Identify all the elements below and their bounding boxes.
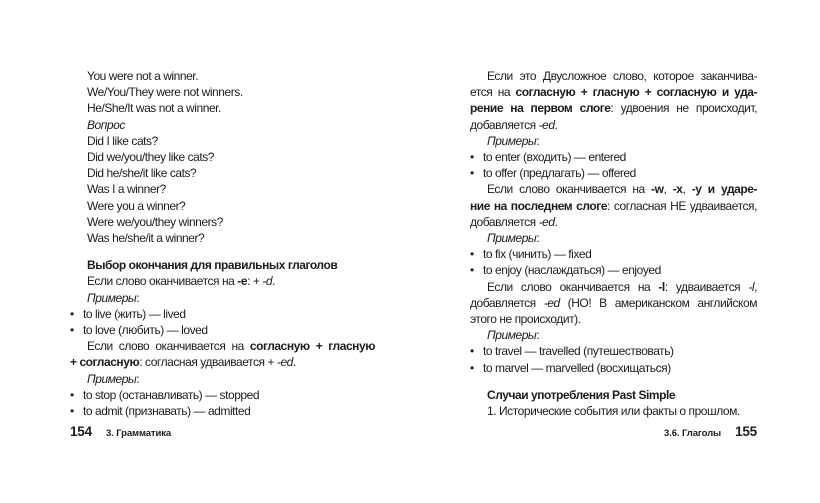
text-run: Если слово оканчивается на bbox=[487, 279, 659, 294]
page-left bbox=[70, 0, 375, 503]
bullet-line bbox=[470, 343, 757, 359]
text-run: : bbox=[536, 231, 540, 246]
text-run: Was I a winner? bbox=[87, 182, 166, 197]
text-line bbox=[70, 181, 375, 197]
page-left-text bbox=[70, 68, 375, 419]
text-line bbox=[70, 198, 375, 214]
text-run: ние на последнем слоге bbox=[470, 198, 608, 213]
text-run: He/She/It was not a winner. bbox=[87, 101, 221, 116]
bullet-icon: • bbox=[470, 360, 474, 375]
text-run: Если слово оканчивается на bbox=[87, 274, 238, 289]
text-run: -ed bbox=[276, 355, 293, 370]
text-run: , bbox=[663, 182, 673, 197]
text-run: to live (жить) — lived bbox=[83, 306, 186, 321]
text-run: : bbox=[536, 328, 540, 343]
text-run: Did he/she/it like cats? bbox=[87, 166, 197, 181]
bullet-icon: • bbox=[70, 387, 74, 402]
text-run: to offer (предлагать) — offered bbox=[483, 166, 636, 181]
text-run: Выбор окончания для правильных глаголов bbox=[87, 258, 338, 273]
text-run: We/You/They were not winners. bbox=[87, 85, 243, 100]
text-run: -l bbox=[748, 279, 755, 294]
text-run: : согласная НЕ удваивается, bbox=[607, 198, 757, 213]
bullet-line bbox=[70, 306, 375, 322]
text-line bbox=[470, 387, 757, 403]
text-run: to enjoy (наслаждаться) — enjoyed bbox=[483, 263, 661, 278]
text-run: Примеры bbox=[87, 371, 137, 386]
text-run: этого не происходит). bbox=[470, 312, 581, 327]
bullet-line bbox=[470, 360, 757, 376]
text-line bbox=[70, 214, 375, 230]
text-run: , bbox=[754, 279, 758, 294]
text-run: -l bbox=[658, 279, 665, 294]
text-line bbox=[70, 290, 375, 306]
text-line bbox=[470, 403, 757, 419]
bullet-line bbox=[470, 149, 757, 165]
text-line bbox=[470, 327, 757, 343]
text-line bbox=[470, 230, 757, 246]
text-run: Was he/she/it a winner? bbox=[87, 231, 205, 246]
text-line bbox=[70, 354, 375, 370]
text-line bbox=[470, 100, 757, 116]
text-run: to admit (признавать) — admitted bbox=[83, 404, 251, 419]
text-line bbox=[70, 68, 375, 84]
text-run: Случаи употребления Past Simple bbox=[487, 387, 676, 402]
text-run: согласную + гласную + согласную и уда- bbox=[515, 85, 758, 100]
text-line bbox=[470, 181, 757, 197]
text-run: Если слово оканчивается на bbox=[487, 182, 652, 197]
bullet-line bbox=[70, 387, 375, 403]
text-run: Were you a winner? bbox=[87, 198, 186, 213]
text-run: -w bbox=[651, 182, 664, 197]
bullet-icon: • bbox=[70, 404, 74, 419]
text-run: Did we/you/they like cats? bbox=[87, 150, 215, 165]
text-run: рение на первом слоге bbox=[470, 101, 611, 116]
text-run: . bbox=[554, 117, 558, 132]
page-right-footer bbox=[664, 424, 757, 439]
text-run: Примеры bbox=[487, 231, 537, 246]
bullet-icon: • bbox=[470, 150, 474, 165]
text-run: Did I like cats? bbox=[87, 133, 158, 148]
text-run: -ed bbox=[543, 295, 560, 310]
text-line bbox=[470, 133, 757, 149]
page-left-footer bbox=[70, 424, 171, 439]
page-number-left: 154 bbox=[70, 424, 92, 439]
bullet-icon: • bbox=[470, 166, 474, 181]
page-right-text bbox=[470, 68, 757, 419]
bullet-icon: • bbox=[470, 263, 474, 278]
text-run: -d bbox=[262, 274, 273, 289]
text-run: : удваивается bbox=[664, 279, 749, 294]
text-run: to fix (чинить) — fixed bbox=[483, 247, 592, 262]
text-line bbox=[70, 230, 375, 246]
text-run: : bbox=[136, 371, 140, 386]
text-run: добавляется bbox=[470, 295, 544, 310]
bullet-line bbox=[470, 165, 757, 181]
page-number-right: 155 bbox=[735, 424, 757, 439]
text-run: -ed bbox=[538, 117, 555, 132]
bullet-icon: • bbox=[70, 323, 74, 338]
text-line bbox=[470, 214, 757, 230]
text-run: -е bbox=[237, 274, 248, 289]
text-run: : + bbox=[247, 274, 263, 289]
text-run: to enter (входить) — entered bbox=[483, 150, 626, 165]
text-run: Примеры bbox=[87, 290, 137, 305]
section-title-right: 3.6. Глаголы bbox=[664, 428, 722, 439]
bullet-icon: • bbox=[70, 306, 74, 321]
text-line bbox=[70, 257, 375, 273]
text-run: Were we/you/they winners? bbox=[87, 214, 223, 229]
text-line bbox=[70, 149, 375, 165]
bullet-line bbox=[470, 246, 757, 262]
text-run: Примеры bbox=[487, 328, 537, 343]
text-run: (НО! В американском английском bbox=[559, 295, 757, 310]
text-run: -y и ударе- bbox=[691, 182, 758, 197]
text-line bbox=[70, 100, 375, 116]
text-run: : bbox=[136, 290, 140, 305]
text-run: ется на bbox=[470, 85, 516, 100]
text-line bbox=[70, 273, 375, 289]
text-run: -ed bbox=[538, 214, 555, 229]
text-line bbox=[70, 371, 375, 387]
text-run: . bbox=[554, 214, 558, 229]
bullet-line bbox=[70, 322, 375, 338]
text-line bbox=[470, 68, 757, 84]
text-line bbox=[70, 338, 375, 354]
text-run: to marvel — marvelled (восхищаться) bbox=[483, 360, 671, 375]
text-line bbox=[470, 117, 757, 133]
text-run: . bbox=[272, 274, 275, 289]
text-run: , bbox=[682, 182, 692, 197]
bullet-icon: • bbox=[470, 247, 474, 262]
text-run: to love (любить) — loved bbox=[83, 323, 208, 338]
text-line bbox=[470, 279, 757, 295]
text-run: Примеры bbox=[487, 133, 537, 148]
text-line bbox=[70, 84, 375, 100]
text-run: -x bbox=[672, 182, 683, 197]
text-run: добавляется bbox=[470, 214, 539, 229]
text-run: + согласную bbox=[70, 355, 140, 370]
text-line bbox=[470, 84, 757, 100]
text-run: to travel — travelled (путешествовать) bbox=[483, 344, 674, 359]
text-line bbox=[470, 198, 757, 214]
bullet-line bbox=[470, 262, 757, 278]
text-run: : согласная удваивается + bbox=[139, 355, 277, 370]
text-line bbox=[70, 133, 375, 149]
text-run: You were not a winner. bbox=[87, 69, 199, 83]
text-run: согласную + гласную bbox=[249, 339, 376, 354]
section-title-left: 3. Грамматика bbox=[105, 428, 172, 439]
text-run: to stop (останавливать) — stopped bbox=[83, 387, 260, 402]
text-run: Если это Двусложное слово, которое заканчива- bbox=[487, 69, 757, 83]
text-run: 1. Исторические события или факты о прошлом. bbox=[487, 404, 740, 419]
page-right bbox=[470, 0, 757, 503]
text-run: Если слово оканчивается на bbox=[87, 339, 250, 354]
text-line bbox=[470, 295, 757, 311]
text-run: . bbox=[292, 355, 296, 370]
text-line bbox=[70, 117, 375, 133]
text-run: добавляется bbox=[470, 117, 539, 132]
bullet-icon: • bbox=[470, 344, 474, 359]
text-line bbox=[470, 311, 757, 327]
text-run: : bbox=[536, 133, 540, 148]
text-run: : удвоения не происходит, bbox=[610, 101, 757, 116]
text-line bbox=[70, 165, 375, 181]
text-run: Вопрос bbox=[87, 117, 125, 132]
bullet-line bbox=[70, 403, 375, 419]
